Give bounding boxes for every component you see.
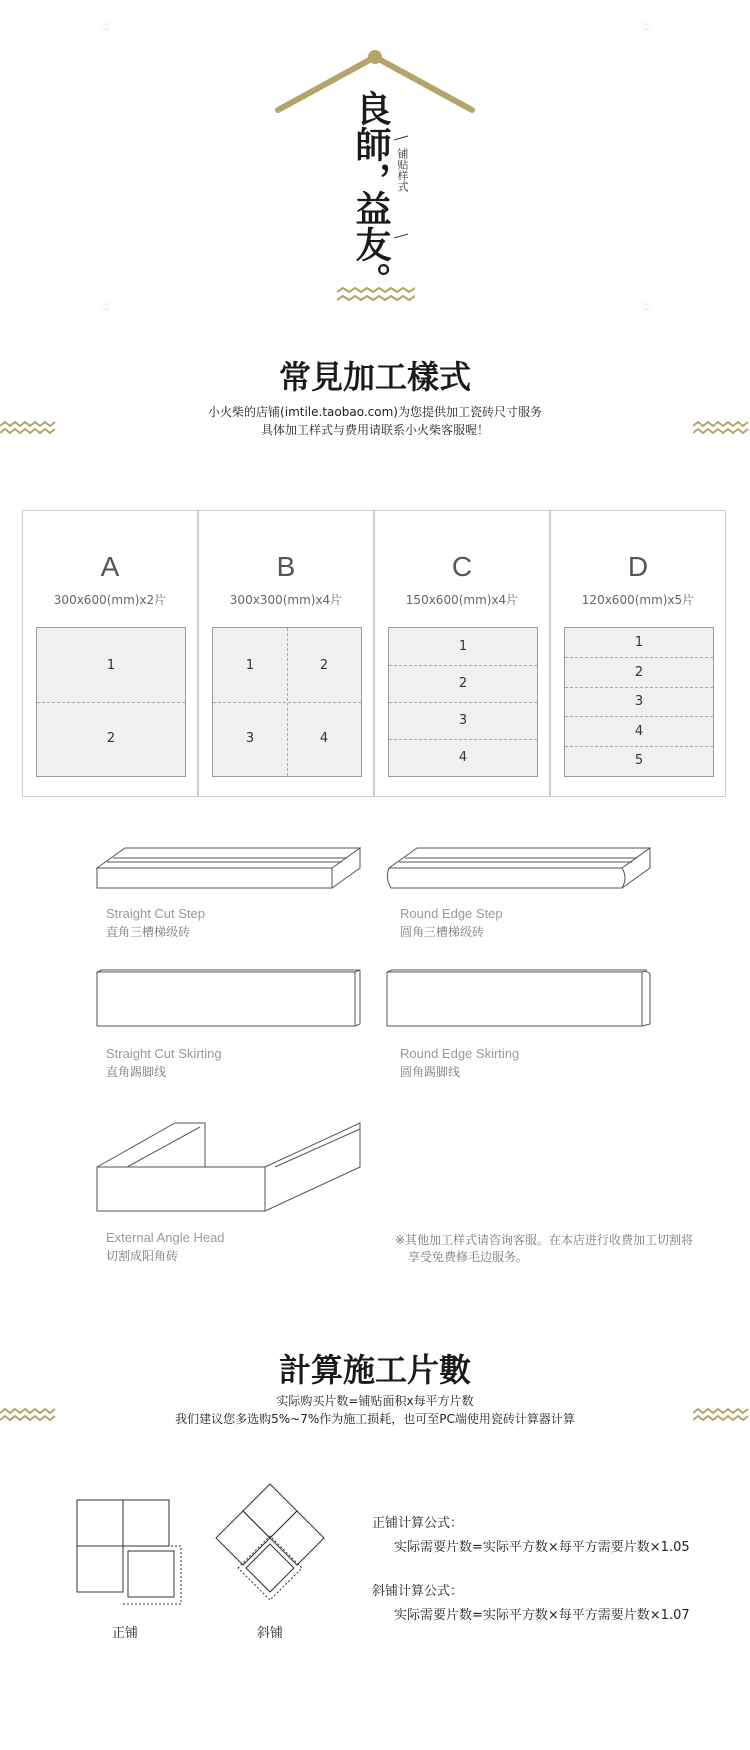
watermark: ☺ [100, 20, 112, 33]
watermark: ☺ [640, 300, 652, 313]
caption-cn: 直角踢脚线 [106, 1065, 167, 1079]
cut-line [565, 746, 713, 747]
tile-diagram [36, 627, 186, 777]
cut-line [565, 657, 713, 658]
tile-cell: 5 [634, 753, 644, 768]
cut-line [389, 665, 537, 666]
wave-ornament [693, 420, 750, 438]
tile-cell: 3 [634, 694, 644, 709]
watermark: ☺ [100, 300, 112, 313]
tile-cell: 4 [458, 750, 468, 765]
cut-line [565, 687, 713, 688]
formula-body: 实际需要片数=实际平方数×每平方需要片数×1.05 [394, 1540, 690, 1555]
tile-diagram [564, 627, 714, 777]
wave-ornament [0, 420, 58, 438]
cut-line [37, 702, 185, 703]
panel-c [374, 510, 550, 797]
formula-title: 斜铺计算公式： [372, 1584, 464, 1599]
external-angle-drawing [95, 1115, 365, 1215]
formula-title: 正铺计算公式： [372, 1516, 464, 1531]
panel-size: 300x600(mm)x2片 [53, 593, 167, 607]
tile-cell: 4 [319, 731, 329, 746]
caption-en: Round Edge Skirting [400, 1046, 520, 1061]
panel-letter: B [276, 551, 296, 582]
round-step-drawing [385, 840, 655, 890]
formula-body: 实际需要片数=实际平方数×每平方需要片数×1.07 [394, 1608, 690, 1623]
tile-cell: 2 [458, 676, 468, 691]
watermark: ☺ [640, 20, 652, 33]
panel-a [22, 510, 198, 797]
motto-line1: 良師， [350, 90, 392, 198]
layout-label: 正铺 [111, 1626, 138, 1641]
panel-letter: D [627, 551, 649, 582]
cut-line [287, 628, 288, 776]
motto-line2: 益友。 [350, 190, 392, 298]
panel-d [550, 510, 726, 797]
tile-cell: 2 [106, 731, 116, 746]
panel-letter: C [451, 551, 473, 582]
caption-en: Straight Cut Skirting [106, 1046, 222, 1061]
tile-cell: 1 [245, 658, 255, 673]
section-subtitle: 我们建议您多选购5%~7%作为施工损耗，也可至PC端使用瓷砖计算器计算 [175, 1412, 575, 1426]
note-text: 享受免费修毛边服务。 [408, 1250, 529, 1264]
caption-cn: 圆角三槽梯级砖 [400, 925, 485, 939]
wave-ornament [693, 1407, 750, 1425]
caption-cn: 切割成阳角砖 [106, 1249, 179, 1263]
caption-cn: 圆角踢脚线 [400, 1065, 461, 1079]
panel-b [198, 510, 374, 797]
caption-en: Straight Cut Step [106, 906, 205, 921]
panel-size: 150x600(mm)x4片 [405, 593, 519, 607]
section-subtitle: 实际购买片数=铺贴面积x每平方片数 [276, 1394, 474, 1408]
tile-cell: 3 [458, 713, 468, 728]
tile-cell: 1 [458, 639, 468, 654]
tile-cell: 4 [634, 724, 644, 739]
tile-cell: 3 [245, 731, 255, 746]
section-title: 計算施工片數 [278, 1351, 471, 1389]
cut-line [389, 739, 537, 740]
straight-skirting-drawing [95, 968, 365, 1030]
section-subtitle: 小火柴的店铺(imtile.taobao.com)为您提供加工瓷砖尺寸服务 [208, 405, 542, 419]
caption-en: Round Edge Step [400, 906, 503, 921]
caption-en: External Angle Head [106, 1230, 225, 1245]
tile-cell: 1 [106, 658, 116, 673]
tile-cell: 2 [319, 658, 329, 673]
caption-cn: 直角三槽梯级砖 [106, 925, 191, 939]
tile-cell: 2 [634, 665, 644, 680]
section-subtitle: 具体加工样式与费用请联系小火柴客服喔！ [260, 423, 489, 437]
panel-size: 120x600(mm)x5片 [581, 593, 695, 607]
side-text: 铺贴样式 [396, 148, 409, 192]
panel-size: 300x300(mm)x4片 [229, 593, 343, 607]
section-title: 常見加工樣式 [278, 358, 471, 396]
cut-line [565, 716, 713, 717]
panel-letter: A [100, 551, 120, 582]
diagonal-layout-icon [210, 1480, 330, 1612]
wave-ornament [0, 1407, 58, 1425]
tile-diagram [388, 627, 538, 777]
straight-step-drawing [95, 840, 365, 890]
tile-cell: 1 [634, 635, 644, 650]
straight-layout-icon [75, 1498, 185, 1608]
cut-line [389, 702, 537, 703]
wave-ornament [335, 286, 415, 306]
round-skirting-drawing [385, 968, 655, 1030]
note-text: ※其他加工样式请咨询客服。在本店进行收费加工切割将 [395, 1233, 694, 1247]
layout-label: 斜铺 [256, 1626, 283, 1641]
tile-diagram [212, 627, 362, 777]
